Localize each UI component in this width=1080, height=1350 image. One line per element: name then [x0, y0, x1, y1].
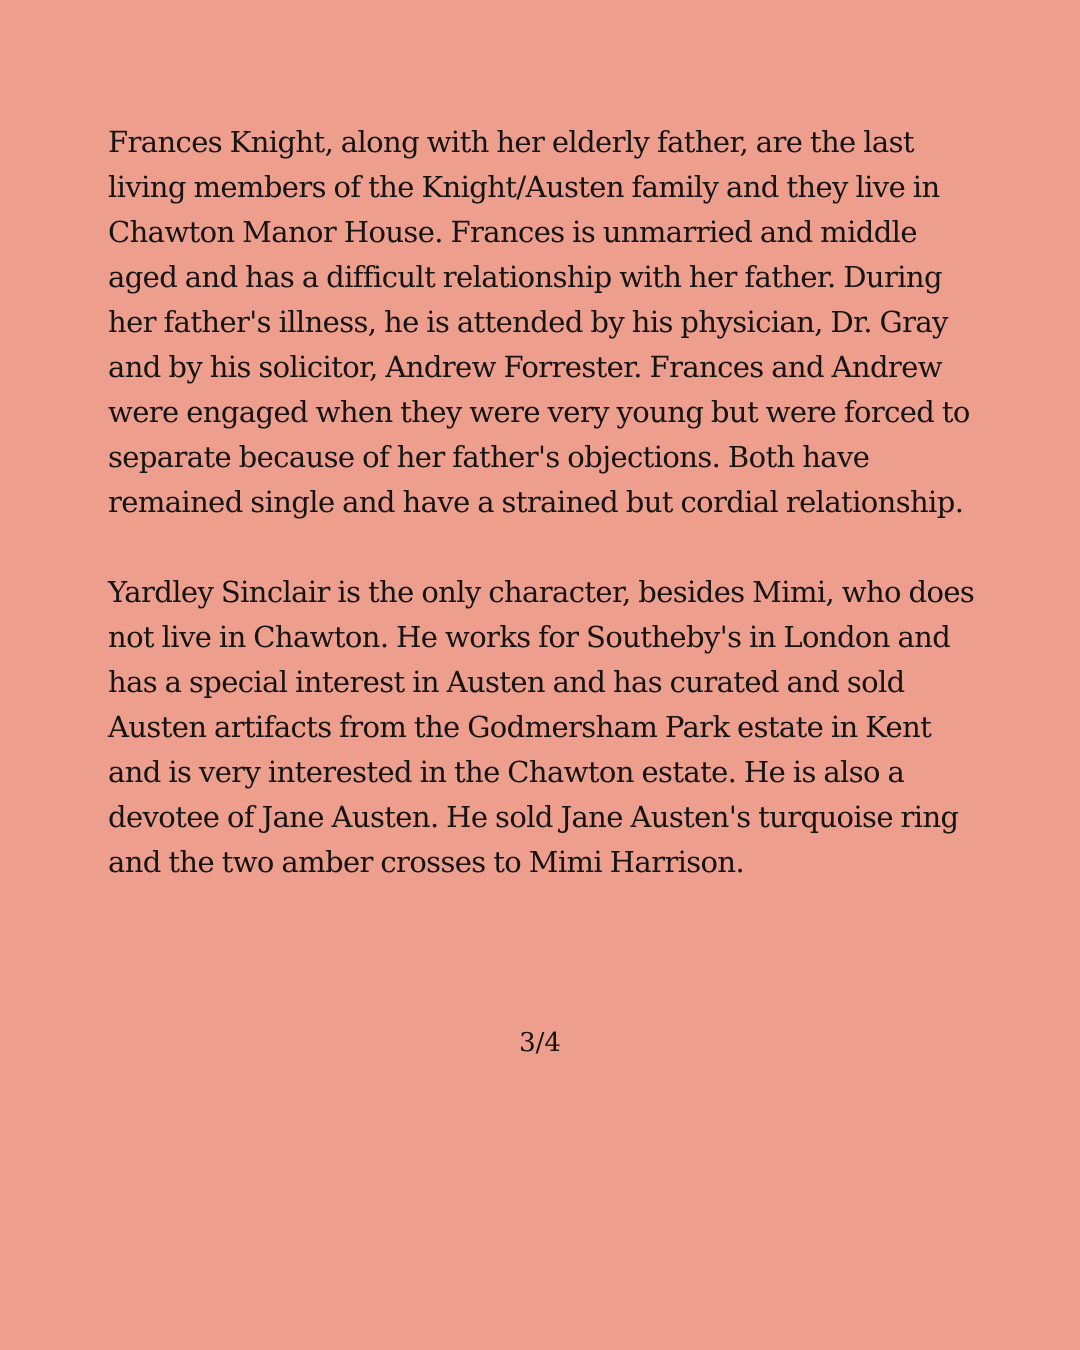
paragraph-frances-knight: Frances Knight, along with her elderly father, are the last living members of the Knight/Austen family and they live in Chawton Manor House. Frances is unmarried and middle aged and has a difficult relationship with her father. During her father's illness, he is attended by his physician, Dr. Gray and by his solicitor, Andrew Forrester. Frances and Andrew were engaged when they were very young but were forced to separate because of her father's objections. Both have remained single and have a strained but cordial relationship.	[108, 125, 970, 519]
paragraph-yardley-sinclair: Yardley Sinclair is the only character, besides Mimi, who does not live in Chawton. He works for Southeby's in London and has a special interest in Austen and has curated and sold Austen artifacts from the Godmersham Park estate in Kent and is very interested in the Chawton estate. He is also a devotee of Jane Austen. He sold Jane Austen's turquoise ring and the two amber crosses to Mimi Harrison.	[108, 575, 975, 879]
page-number: 3/4	[519, 1028, 561, 1058]
body-text	[108, 120, 978, 930]
